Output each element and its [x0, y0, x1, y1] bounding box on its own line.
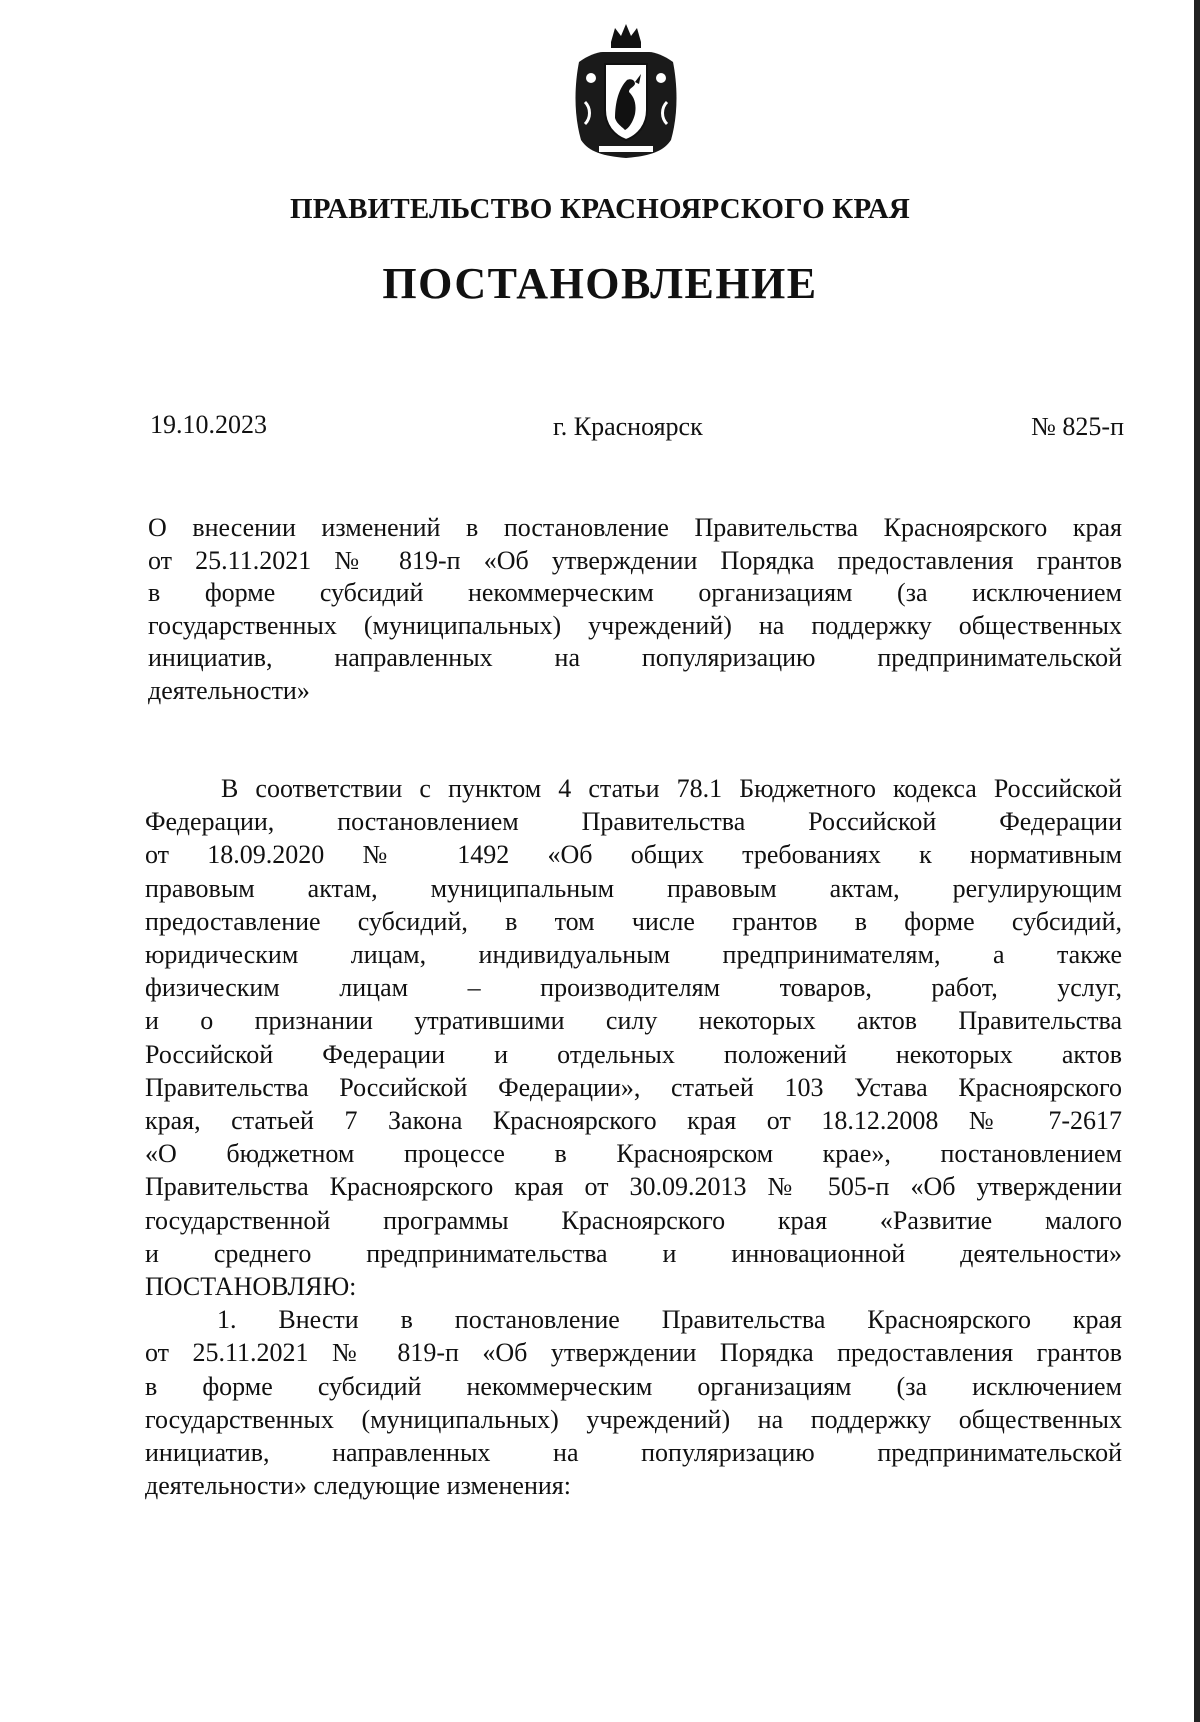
preamble-line: от 18.09.2020 № 1492 «Об общих требованиях к нормативным [145, 840, 1122, 870]
item-line: государственных (муниципальных) учреждений) на поддержку общественных [145, 1404, 1122, 1434]
preamble-line: и о признании утратившими силу некоторых актов Правительства [145, 1006, 1122, 1036]
preamble-line: В соответствии с пунктом 4 статьи 78.1 Бюджетного кодекса Российской [221, 774, 1122, 803]
item-line: в форме субсидий некоммерческим организациям (за исключением [145, 1371, 1122, 1401]
item-line: инициатив, направленных на популяризацию предпринимательской [145, 1438, 1122, 1468]
document-number: № 825-п [1031, 412, 1124, 441]
subject-line: деятельности» [148, 675, 310, 705]
item-line: 1. Внести в постановление Правительства Красноярского края [217, 1305, 1122, 1335]
preamble-paragraph [145, 772, 1122, 1303]
preamble-line: и среднего предпринимательства и инновационной деятельности» [145, 1238, 1122, 1268]
resolution-keyword: ПОСТАНОВЛЯЮ: [145, 1272, 357, 1302]
document-subject [148, 512, 1122, 708]
preamble-line: Федерации, постановлением Правительства Российской Федерации [145, 807, 1122, 837]
coat-of-arms-icon [569, 22, 683, 162]
subject-line: инициатив, направленных на популяризацию предпринимательской [148, 643, 1122, 673]
document-date: 19.10.2023 [150, 410, 267, 439]
subject-line: в форме субсидий некоммерческим организациям (за исключением [148, 578, 1122, 608]
item-line: деятельности» следующие изменения: [145, 1471, 571, 1501]
preamble-line: юридическим лицам, индивидуальным предпринимателям, а также [145, 940, 1122, 970]
authority-title: ПРАВИТЕЛЬСТВО КРАСНОЯРСКОГО КРАЯ [289, 193, 911, 225]
preamble-line: Правительства Российской Федерации», статьей 103 Устава Красноярского [145, 1072, 1122, 1102]
preamble-line: государственной программы Красноярского края «Развитие малого [145, 1205, 1122, 1235]
preamble-line: Российской Федерации и отдельных положений некоторых актов [145, 1039, 1122, 1069]
document-type-title: ПОСТАНОВЛЕНИЕ [382, 259, 818, 308]
subject-line: от 25.11.2021 № 819-п «Об утверждении Порядка предоставления грантов [148, 545, 1122, 575]
subject-line: О внесении изменений в постановление Правительства Красноярского края [148, 513, 1122, 542]
subject-line: государственных (муниципальных) учреждений) на поддержку общественных [148, 610, 1122, 640]
preamble-line: края, статьей 7 Закона Красноярского края от 18.12.2008 № 7-2617 [145, 1106, 1122, 1136]
preamble-line: физическим лицам – производителям товаров, работ, услуг, [145, 973, 1122, 1003]
preamble-line: Правительства Красноярского края от 30.09.2013 № 505-п «Об утверждении [145, 1172, 1122, 1202]
preamble-line: предоставление субсидий, в том числе грантов в форме субсидий, [145, 906, 1122, 936]
item-1-paragraph [145, 1303, 1122, 1502]
document-city: г. Красноярск [553, 412, 703, 441]
item-line: от 25.11.2021 № 819-п «Об утверждении Порядка предоставления грантов [145, 1338, 1122, 1368]
preamble-line: «О бюджетном процессе в Красноярском крае», постановлением [145, 1139, 1122, 1169]
preamble-line: правовым актам, муниципальным правовым актам, регулирующим [145, 873, 1122, 903]
document-body [145, 772, 1122, 1502]
